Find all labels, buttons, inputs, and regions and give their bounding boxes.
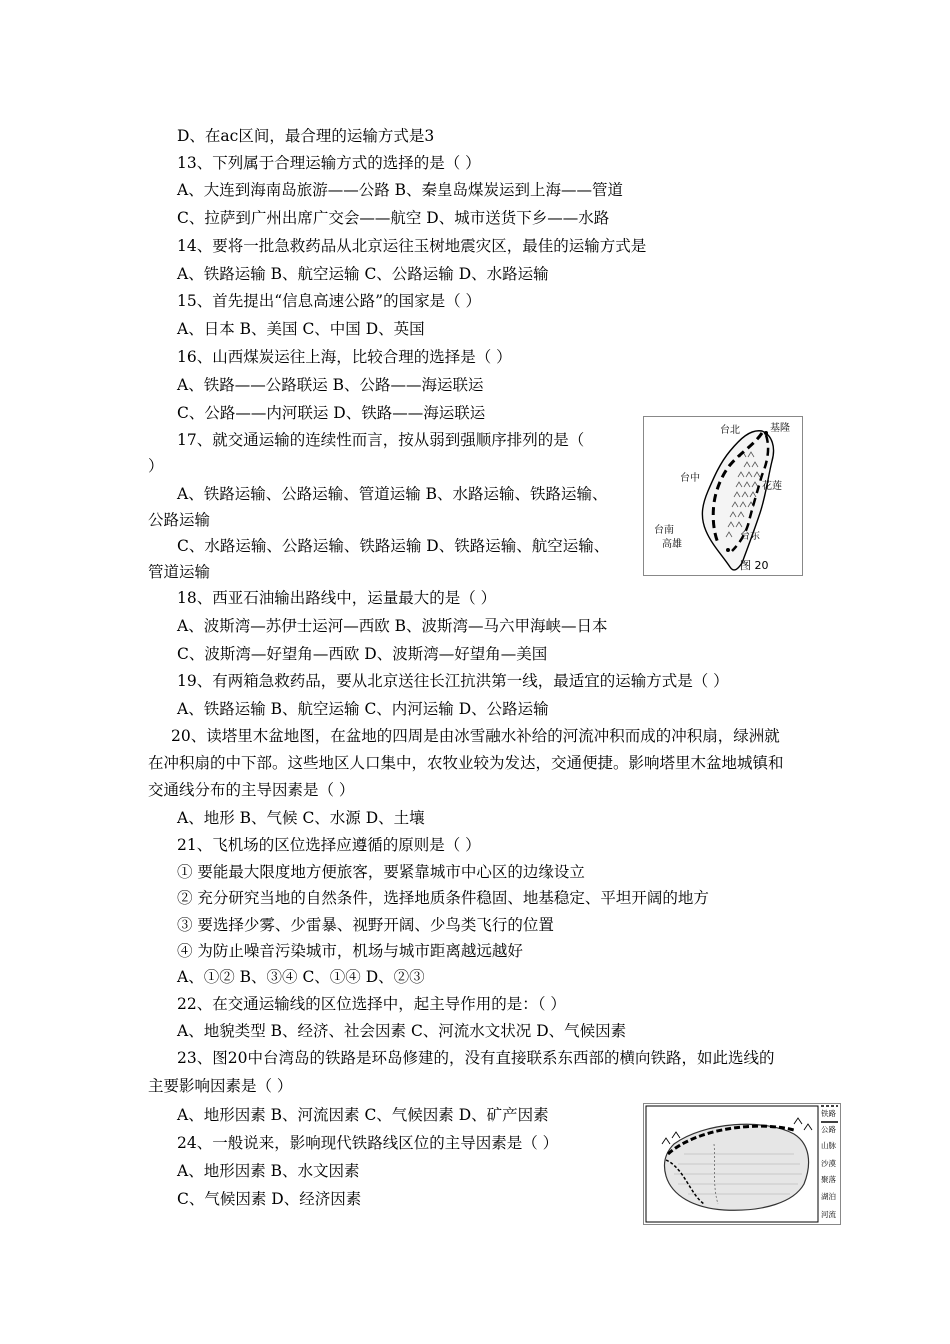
- question-20-cont2: 交通线分布的主导因素是（ ）: [148, 781, 355, 799]
- legend-label: 公路: [821, 1125, 836, 1134]
- taiwan-map-figure: [643, 416, 803, 576]
- options-24-cd: C、气候因素 D、经济因素: [177, 1190, 362, 1208]
- principle-4: ④ 为防止噪音污染城市，机场与城市距离越远越好: [177, 942, 523, 960]
- options-15: A、日本 B、美国 C、中国 D、英国: [177, 320, 425, 338]
- options-19: A、铁路运输 B、航空运输 C、内河运输 D、公路运输: [177, 700, 549, 718]
- question-19: 19、有两箱急救药品，要从北京送往长江抗洪第一线，最适宜的运输方式是（ ）: [177, 672, 729, 690]
- question-24: 24、一般说来，影响现代铁路线区位的主导因素是（ ）: [177, 1134, 559, 1152]
- question-13: 13、下列属于合理运输方式的选择的是（ ）: [177, 154, 481, 172]
- principle-3: ③ 要选择少雾、少雷暴、视野开阔、少鸟类飞行的位置: [177, 916, 554, 934]
- options-17-ab-cont: 公路运输: [148, 511, 211, 529]
- question-14: 14、要将一批急救药品从北京运往玉树地震灾区，最佳的运输方式是: [177, 237, 647, 255]
- options-18-ab: A、波斯湾—苏伊士运河—西欧 B、波斯湾—马六甲海峡—日本: [177, 617, 608, 635]
- legend-label: 山脉: [821, 1141, 836, 1150]
- legend-label: 聚落: [821, 1175, 836, 1184]
- city-label: 台北: [720, 425, 740, 436]
- city-label: 基隆: [770, 423, 790, 434]
- options-17-cd: C、水路运输、公路运输、铁路运输 D、铁路运输、航空运输、: [177, 537, 610, 555]
- question-17-cont: ）: [148, 457, 164, 475]
- options-23: A、地形因素 B、河流因素 C、气候因素 D、矿产因素: [177, 1106, 549, 1124]
- options-22: A、地貌类型 B、经济、社会因素 C、河流水文状况 D、气候因素: [177, 1022, 627, 1040]
- question-16: 16、山西煤炭运往上海，比较合理的选择是（ ）: [177, 348, 512, 366]
- question-17: 17、就交通运输的连续性而言，按从弱到强顺序排列的是（: [177, 431, 585, 449]
- options-16-ab: A、铁路——公路联运 B、公路——海运联运: [177, 376, 484, 394]
- options-17-cd-cont: 管道运输: [148, 563, 211, 581]
- legend-label: 沙漠: [821, 1159, 836, 1168]
- city-label: 台中: [680, 473, 700, 484]
- legend-label: 湖泊: [821, 1192, 836, 1201]
- question-20-cont: 在冲积扇的中下部。这些地区人口集中，农牧业较为发达，交通便捷。影响塔里木盆地城镇和: [148, 754, 784, 772]
- question-23-cont: 主要影响因素是（ ）: [148, 1077, 293, 1095]
- options-18-cd: C、波斯湾—好望角—西欧 D、波斯湾—好望角—美国: [177, 645, 548, 663]
- city-label: 花莲: [762, 481, 782, 492]
- principle-2: ② 充分研究当地的自然条件，选择地质条件稳固、地基稳定、平坦开阔的地方: [177, 889, 709, 907]
- city-label: 台南: [654, 525, 674, 536]
- options-20: A、地形 B、气候 C、水源 D、土壤: [177, 809, 425, 827]
- basin-map-figure: [643, 1103, 841, 1225]
- question-23: 23、图20中台湾岛的铁路是环岛修建的，没有直接联系东西部的横向铁路，如此选线的: [177, 1049, 775, 1067]
- basin-map-icon: [644, 1104, 840, 1224]
- options-13-ab: A、大连到海南岛旅游——公路 B、秦皇岛煤炭运到上海——管道: [177, 181, 624, 199]
- figure-caption: 图 20: [740, 559, 769, 572]
- text-line: D、在ac区间，最合理的运输方式是3: [177, 127, 435, 145]
- question-15: 15、首先提出“信息高速公路”的国家是（ ）: [177, 292, 481, 310]
- question-22: 22、在交通运输线的区位选择中，起主导作用的是：（ ）: [177, 995, 566, 1013]
- options-13-cd: C、拉萨到广州出席广交会——航空 D、城市送货下乡——水路: [177, 209, 610, 227]
- options-16-cd: C、公路——内河联运 D、铁路——海运联运: [177, 404, 486, 422]
- legend-label: 铁路: [821, 1109, 836, 1118]
- question-18: 18、西亚石油输出路线中，运量最大的是（ ）: [177, 589, 497, 607]
- principle-1: ① 要能最大限度地方便旅客，要紧靠城市中心区的边缘设立: [177, 863, 585, 881]
- options-17-ab: A、铁路运输、公路运输、管道运输 B、水路运输、铁路运输、: [177, 485, 608, 503]
- question-21: 21、飞机场的区位选择应遵循的原则是（ ）: [177, 836, 481, 854]
- city-label: 台东: [740, 531, 760, 542]
- question-20: 20、读塔里木盆地图，在盆地的四周是由冰雪融水补给的河流冲积而成的冲积扇，绿洲就: [171, 727, 780, 745]
- options-14: A、铁路运输 B、航空运输 C、公路运输 D、水路运输: [177, 265, 549, 283]
- taiwan-map-icon: [644, 417, 802, 575]
- options-24-ab: A、地形因素 B、水文因素: [177, 1162, 360, 1180]
- legend-label: 河流: [821, 1210, 836, 1219]
- city-label: 高雄: [662, 539, 682, 550]
- options-21: A、①② B、③④ C、①④ D、②③: [177, 968, 425, 986]
